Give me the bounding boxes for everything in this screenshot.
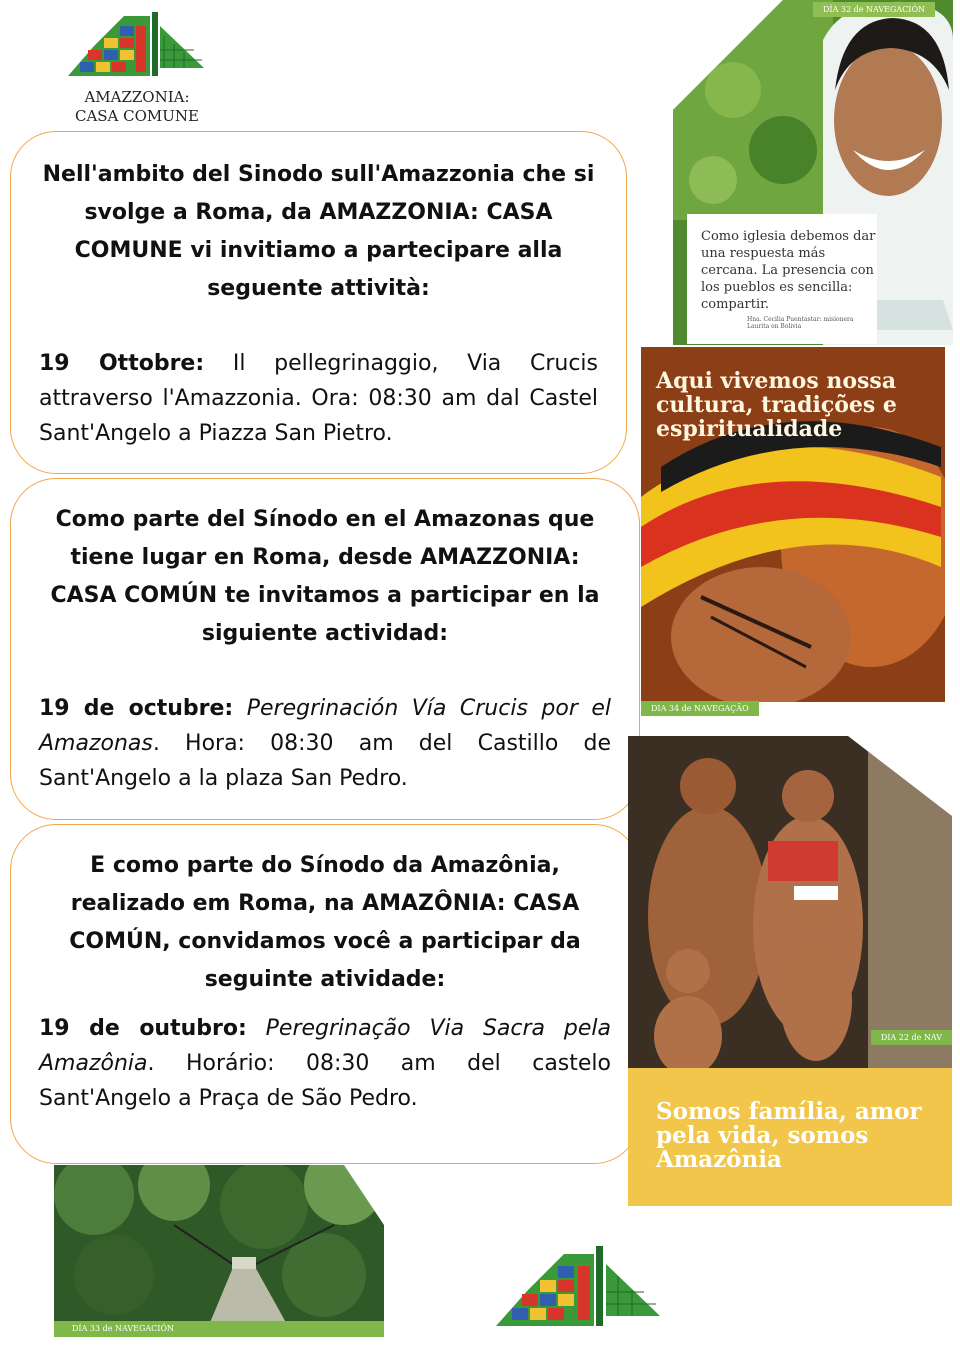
feathers-slogan: Aqui vivemos nossa cultura, tradições e espiritualidade	[656, 368, 897, 442]
family-slogan: Somos família, amor pela vida, somos Amazônia	[656, 1098, 922, 1173]
italian-body	[39, 346, 598, 451]
logo-line1: AMAZZONIA:	[84, 88, 190, 106]
nun-photo-panel	[673, 0, 953, 345]
nun-quote-card	[687, 214, 877, 344]
forest-photo	[54, 1165, 384, 1337]
feathers-photo-panel	[641, 347, 945, 719]
italian-invitation-box	[10, 131, 627, 474]
forest-bridge-photo-panel	[54, 1165, 384, 1337]
italian-date: 19 Ottobre:	[39, 351, 205, 376]
spanish-date: 19 de octubre:	[39, 696, 234, 721]
yellow-slogan-panel	[628, 1068, 952, 1206]
spanish-activity: Peregrinación Vía Crucis por el Amazonas	[39, 696, 611, 756]
portuguese-activity: Peregrinação Via Sacra pela Amazônia	[39, 1016, 611, 1076]
nun-day-tag: DÍA 32 de NAVEGACIÓN	[813, 2, 935, 17]
portuguese-text: . Horário: 08:30 am del castelo Sant'Angelo a Praça de São Pedro.	[39, 1051, 611, 1111]
family-photo-panel	[628, 736, 952, 1068]
logo-text	[64, 88, 210, 126]
logo	[64, 6, 210, 126]
logo-house-icon	[64, 6, 210, 78]
spanish-text: . Hora: 08:30 am del Castillo de Sant'Angelo a la plaza San Pedro.	[39, 731, 611, 791]
logo-line2: CASA COMUNE	[74, 107, 200, 125]
portuguese-date: 19 de outubro:	[39, 1016, 247, 1041]
forest-day-tag: DÍA 33 de NAVEGACIÓN	[62, 1321, 184, 1336]
family-photo	[628, 736, 952, 1068]
portuguese-invitation-box	[10, 824, 640, 1164]
feathers-day-tag: DIA 34 de NAVEGAÇÃO	[641, 701, 759, 716]
nun-quote: Como iglesia debemos dar una respuesta más cercana. La presencia con los pueblos es sencilla: compartir.	[701, 229, 876, 312]
nun-quote-author: Hna. Cecilia Puentastar: misionera Laurita en Bolivia	[747, 316, 854, 330]
spanish-invitation-box	[10, 478, 640, 820]
italian-text: Il pellegrinaggio, Via Crucis attraverso l'Amazzonia. Ora: 08:30 am dal Castel Sant'Angelo a Piazza San Pietro.	[39, 351, 598, 446]
portuguese-body	[39, 1011, 611, 1116]
portuguese-heading: E como parte do Sínodo da Amazônia, realizado em Roma, na AMAZÔNIA: CASA COMÚN, convidamos você a participar da seguinte atividade:	[69, 853, 581, 992]
spanish-heading: Como parte del Sínodo en el Amazonas que tiene lugar en Roma, desde AMAZZONIA: CASA COMÚN te invitamos a participar en la siguiente actividad:	[50, 507, 600, 646]
bottom-logo-icon	[494, 1240, 664, 1330]
spanish-body	[39, 691, 611, 796]
italian-heading: Nell'ambito del Sinodo sull'Amazzonia che si svolge a Roma, da AMAZZONIA: CASA COMUNE vi invitiamo a partecipare alla seguente attività:	[42, 162, 595, 301]
family-day-tag: DIA 22 de NAV	[871, 1030, 952, 1045]
